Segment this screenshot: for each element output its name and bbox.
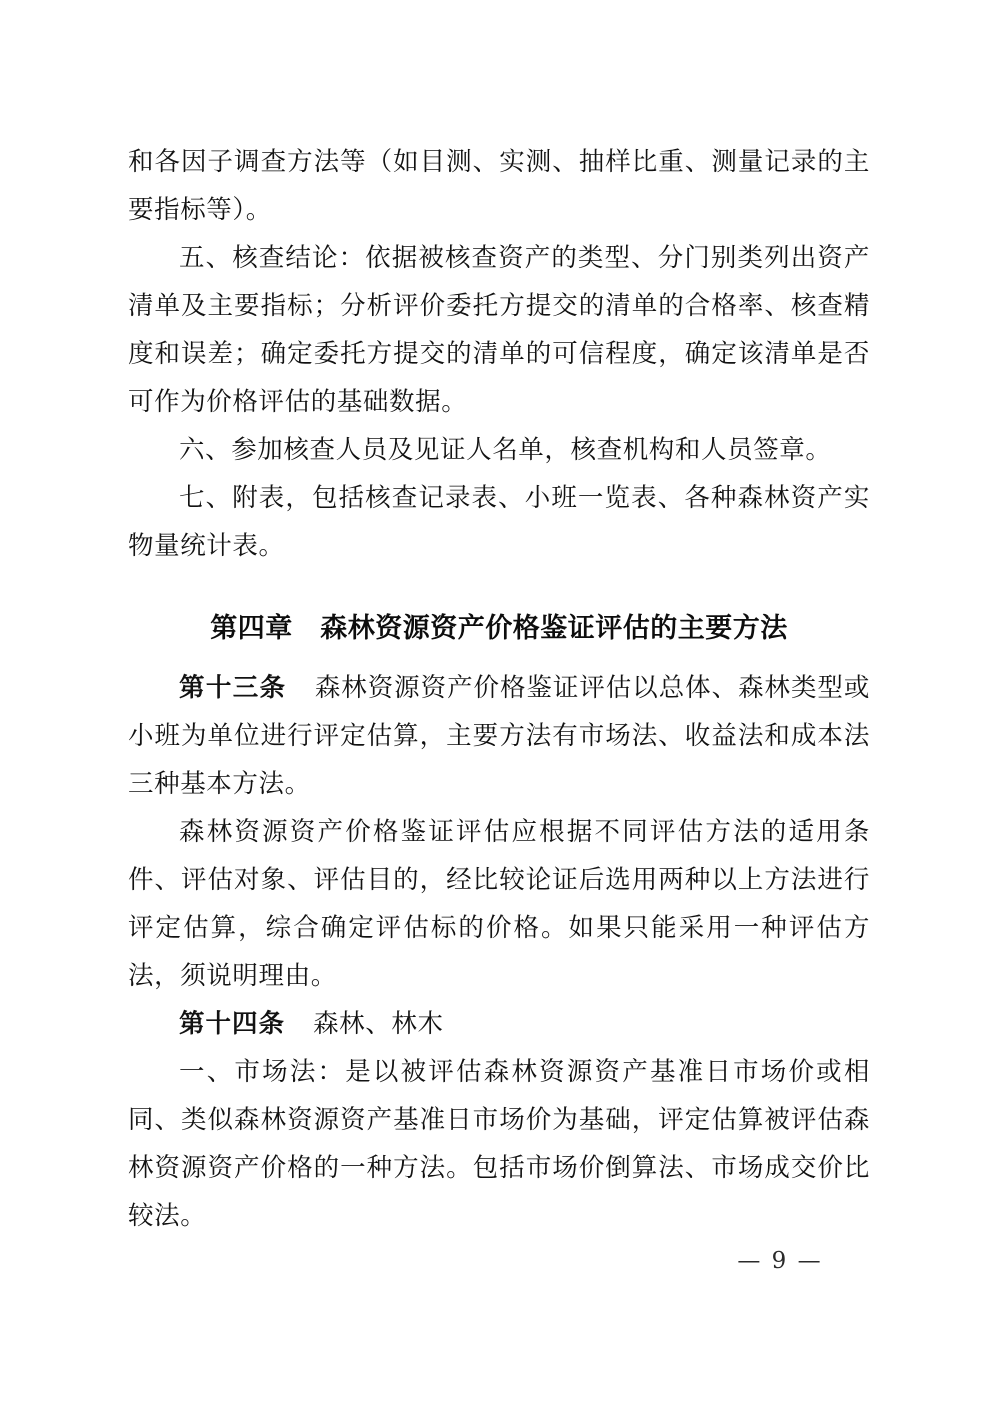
paragraph-item-seven: 七、附表，包括核查记录表、小班一览表、各种森林资产实物量统计表。 — [128, 483, 870, 561]
text-column — [128, 138, 870, 1240]
paragraph-continued-factors: 和各因子调查方法等（如目测、实测、抽样比重、测量记录的主要指标等）。 — [128, 147, 870, 225]
article-14-lead-text: 森林、林木 — [313, 1009, 444, 1039]
page-footer — [0, 1248, 1000, 1274]
paragraph-article-14-item-one: 一、市场法：是以被评估森林资源资产基准日市场价或相同、类似森林资源资产基准日市场价为基础，评定估算被评估森林资源资产价格的一种方法。包括市场价倒算法、市场成交价比较法。 — [128, 1057, 870, 1231]
paragraph-article-13-lead — [128, 664, 870, 808]
paragraph-item-five: 五、核查结论：依据被核查资产的类型、分门别类列出资产清单及主要指标；分析评价委托方提交的清单的合格率、核查精度和误差；确定委托方提交的清单的可信程度，确定该清单是否可作为价格评估的基础数据。 — [128, 243, 870, 417]
paragraph-article-13-second: 森林资源资产价格鉴证评估应根据不同评估方法的适用条件、评估对象、评估目的，经比较论证后选用两种以上方法进行评定估算，综合确定评估标的价格。如果只能采用一种评估方法，须说明理由。 — [128, 817, 870, 991]
paragraph-item-six: 六、参加核查人员及见证人名单，核查机构和人员签章。 — [179, 435, 832, 465]
article-14-label: 第十四条 — [179, 1009, 286, 1039]
paragraph-article-14-lead — [128, 1000, 870, 1048]
article-13-label: 第十三条 — [179, 673, 287, 703]
chapter-four-heading: 第四章 森林资源资产价格鉴证评估的主要方法 — [210, 613, 788, 643]
article-13-lead-text: 森林资源资产价格鉴证评估以总体、森林类型或小班为单位进行评定估算，主要方法有市场法、收益法和成本法三种基本方法。 — [128, 673, 870, 799]
chapter-heading-block — [128, 570, 870, 664]
page-number: — 9 — — [737, 1248, 823, 1274]
